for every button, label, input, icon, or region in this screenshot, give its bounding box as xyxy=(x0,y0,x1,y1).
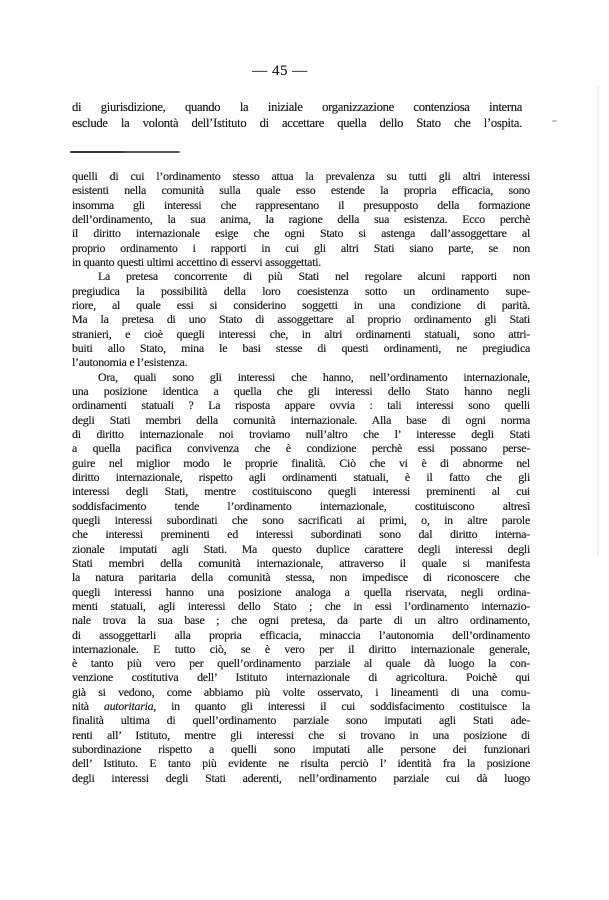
italic-term: autoritaria xyxy=(103,699,154,714)
footnote-line-segment: nità xyxy=(72,699,104,714)
footnote-line: diritto internazionale, rispetto agli ordinamenti statuali, è il fatto che gli xyxy=(72,469,530,484)
scan-artifact-speck xyxy=(552,120,557,123)
footnote-line: subordinazione rispetto a quelli sono imputati alle persone dei funzionari xyxy=(72,742,530,757)
scan-artifact-speck xyxy=(522,784,525,786)
footnote-line: insomma gli interessi che rappresentano il presupposto della formazione xyxy=(72,197,530,212)
footnote-line: che interessi preminenti ed interessi subordinati sono dal diritto interna- xyxy=(72,527,530,542)
footnote-line: internazionale. E tutto ciò, se è vero per il diritto internazionale generale, xyxy=(72,641,530,656)
footnote-line xyxy=(72,699,530,713)
footnote-line: quegli interessi hanno una posizione analoga a quella riservata, negli ordina- xyxy=(72,584,530,599)
footnote-line: il diritto internazionale esige che ogni Stato si astenga dall’assoggettare al xyxy=(72,226,530,241)
page-number: — 45 — xyxy=(252,63,308,79)
footnote-line: è tanto più vero per quell’ordinamento parziale al quale dà luogo la con- xyxy=(72,656,530,671)
footnote-line: Ma la pretesa di uno Stato di assoggettare al proprio ordinamento gli Stati xyxy=(72,312,530,327)
footnote-line: proprio ordinamento i rapporti in cui gli altri Stati siano parte, se non xyxy=(72,240,530,255)
footnote-line-segment: , in quanto gli interessi il cui soddisfacimento costituisce la xyxy=(153,699,530,714)
footnote-line: pregiudica la possibilità della loro coesistenza sotto un ordinamento supe- xyxy=(72,283,530,298)
footnote-line: degli Stati membri della comunità internazionale. Alla base di ogni norma xyxy=(72,412,530,427)
footnote-line: stranieri, e cioè quegli interessi che, in altri ordinamenti statuali, sono attri- xyxy=(72,326,530,341)
footnote-line: quelli di cui l’ordinamento stesso attua la prevalenza su tutti gli altri interessi xyxy=(72,169,530,183)
footnote-line: dell’ordinamento, la sua anima, la ragione della sua esistenza. Ecco perchè xyxy=(72,211,530,226)
body-text-line: di giurisdizione, quando la iniziale organizzazione contenziosa interna xyxy=(72,100,522,114)
footnote-line: esistenti nella comunità sulla quale esso estende la propria efficacia, sono xyxy=(72,183,530,198)
footnote-line: la natura paritaria della comunità stessa, non impedisce di riconoscere che xyxy=(72,570,530,585)
footnote-line: renti all’ Istituto, mentre gli interessi che si trovano in una posizione di xyxy=(72,727,530,742)
footnote-line: quegli interessi subordinati che sono sacrificati ai primi, o, in altre parole xyxy=(72,512,530,527)
footnote-line: finalità ultima di quell’ordinamento parziale sono imputati agli Stati ade- xyxy=(72,713,530,728)
footnote-line: interessi degli Stati, mentre costituiscono quegli interessi preminenti al cui xyxy=(72,484,530,499)
body-text-line: esclude la volontà dell’Istituto di accettare quella dello Stato che l’ospita. xyxy=(72,116,522,130)
footnote-line: ordinamenti statuali ? La risposta appare ovvia : tali interessi sono quelli xyxy=(72,398,530,413)
footnote-separator-rule xyxy=(70,151,180,153)
scan-artifact-speck xyxy=(524,491,528,493)
main-text-block xyxy=(72,99,522,131)
footnote-line: zionale imputati agli Stati. Ma questo duplice carattere degli interessi degli xyxy=(72,541,530,556)
footnote-line: dell’ Istituto. E tanto più evidente ne risulta perciò l’ identità fra la posizione xyxy=(72,756,530,771)
footnote-line: Stati membri della comunità internazionale, attraverso il quale si manifesta xyxy=(72,555,530,570)
footnote-block xyxy=(72,169,530,785)
footnote-line: Ora, quali sono gli interessi che hanno, nell’ordinamento internazionale, xyxy=(98,369,530,384)
footnote-line: menti statuali, agli interessi dello Stato ; che in essi l’ordinamento internazio- xyxy=(72,598,530,613)
footnote-line: venzione costitutiva dell’ Istituto internazionale di agricoltura. Poichè qui xyxy=(72,670,530,685)
footnote-line: una posizione identica a quella che gli interessi dello Stato hanno negli xyxy=(72,383,530,398)
scan-artifact-vertical-line xyxy=(597,86,599,556)
footnote-line: di assoggettarli alla propria efficacia, minaccia l’autonomia dell’ordinamento xyxy=(72,627,530,642)
footnote-line: guire nel miglior modo le proprie finalità. Ciò che vi è di abnorme nel xyxy=(72,455,530,470)
footnote-line: di diritto internazionale noi troviamo null’altro che l’ interesse degli Stati xyxy=(72,426,530,441)
footnote-line: degli interessi degli Stati aderenti, nell’ordinamento parziale cui dà luogo xyxy=(72,770,530,785)
footnote-line: già si vedono, come abbiamo più volte osservato, i lineamenti di una comu- xyxy=(72,684,530,699)
footnote-line: nale trova la sua base ; che ogni pretesa, da parte di un altro ordinamento, xyxy=(72,613,530,628)
footnote-line: a quella pacifica convivenza che è condizione perchè essi possano perse- xyxy=(72,441,530,456)
footnote-line: riore, al quale essi si considerino soggetti in una condizione di parità. xyxy=(72,297,530,312)
footnote-line: La pretesa concorrente di più Stati nel regolare alcuni rapporti non xyxy=(98,269,530,284)
footnote-line: soddisfacimento tende l’ordinamento internazionale, costituiscono altresì xyxy=(72,498,530,513)
footnote-line: buiti allo Stato, mina le basi stesse di questi ordinamenti, ne pregiudica xyxy=(72,340,530,355)
footnote-line: l’autonomia e l’esistenza. xyxy=(72,355,188,370)
footnote-line: in quanto questi ultimi accettino di esservi assoggettati. xyxy=(72,254,322,269)
